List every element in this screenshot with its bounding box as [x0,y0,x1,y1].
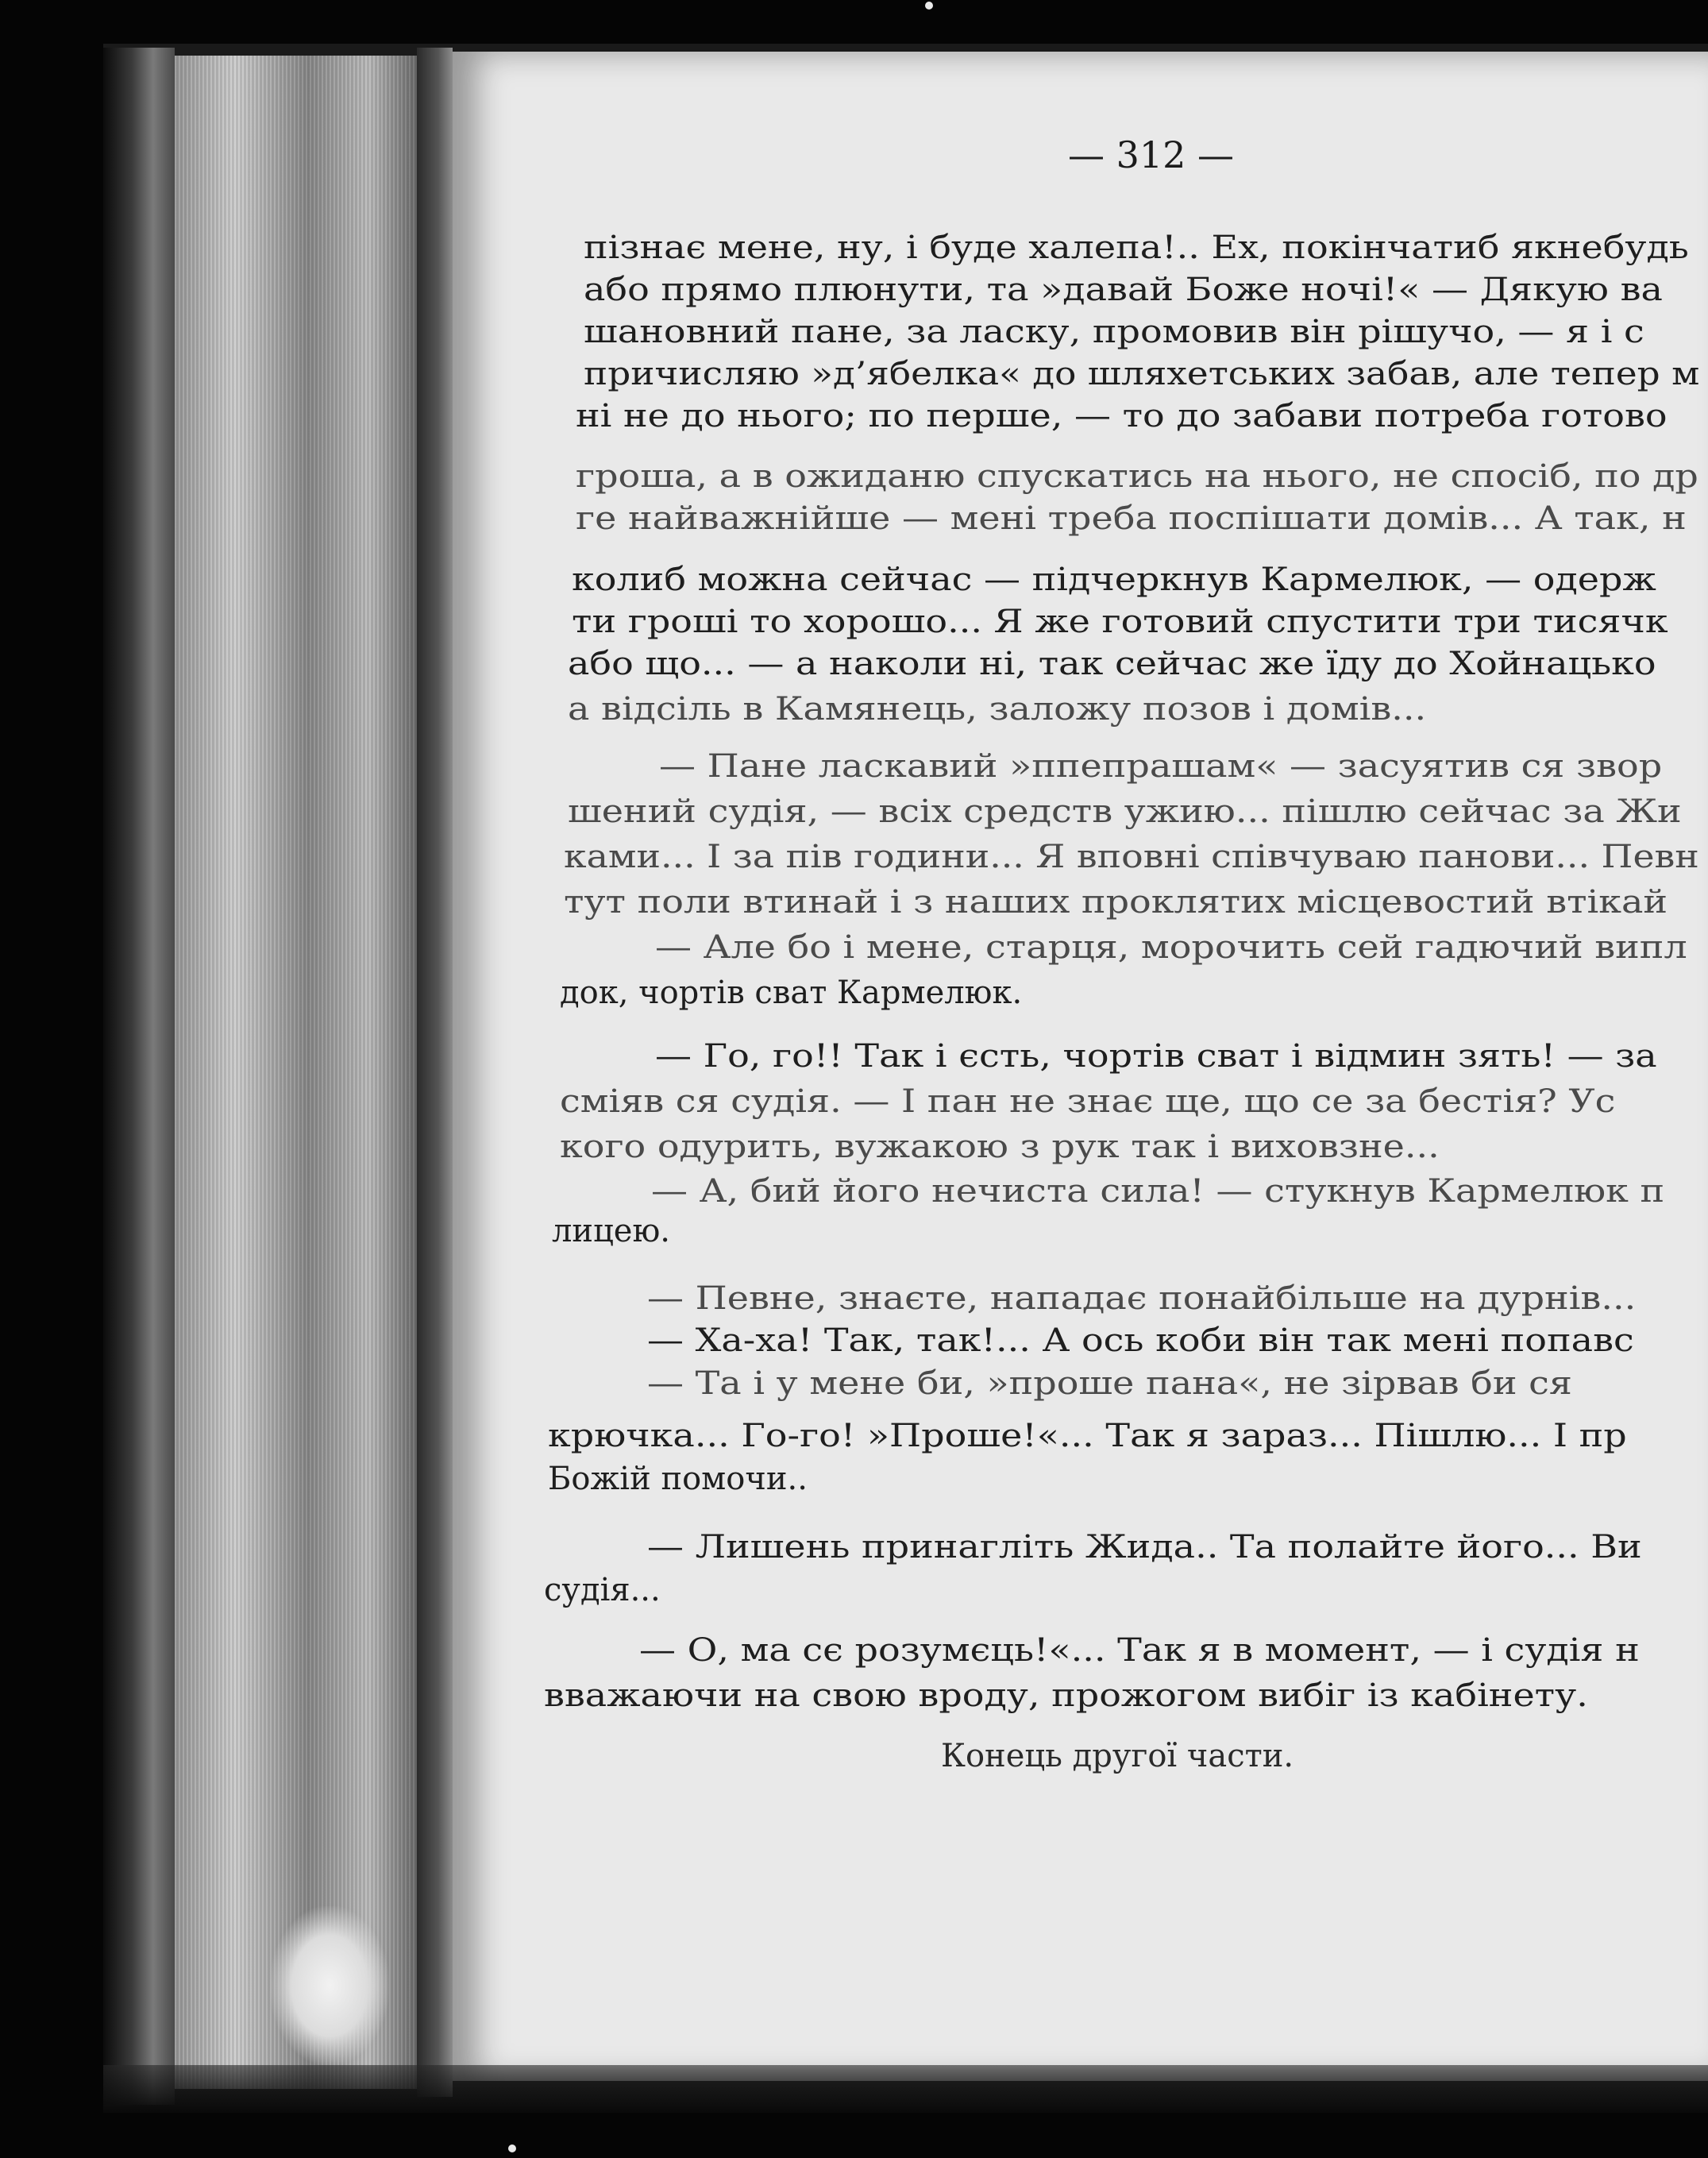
text-line: Божій помочи.. [548,1461,808,1497]
text-line: — Та і у мене би, »проше пана«, не зірвав би ся [647,1365,1572,1402]
text-line: лицею. [552,1213,671,1249]
text-line: ками... І за пів години... Я вповні співчуваю панови... Певн [564,839,1699,875]
text-line: ти гроші то хорошо... Я же готовий спустити три тисячк [572,604,1668,640]
text-line: — Певне, знаєте, нападає понайбільше на дурнів... [647,1280,1637,1317]
text-line: сміяв ся судія. — І пан не знає ще, що се за бестія? Ус [560,1083,1616,1120]
text-line: причисляю »д’ябелка« до шляхетських забав, але тепер м [584,356,1700,392]
text-line: — Лишень принагліть Жида.. Та полайте його... Ви [647,1529,1642,1565]
text-line: колиб можна сейчас — підчеркнув Кармелюк, — одерж [572,562,1656,598]
text-line: а відсіль в Камянець, заложу позов і домів... [568,691,1427,728]
text-line: кого одурить, вужакою з рук так і виховзне... [560,1129,1440,1165]
text-line: — Але бо і мене, старця, морочить сей гадючий випл [655,929,1687,966]
text-line: — Го, го!! Так і єсть, чортів сват і відмин зять! — за [655,1038,1657,1075]
text-line: — Пане ласкавий »ппепрашам« — засуятив ся звор [659,748,1663,785]
text-line: шановний пане, за ласку, промовив він рішучо, — я і с [584,314,1644,350]
text-line: — О, ма сє розумєць!«... Так я в момент, — і судія н [639,1632,1640,1669]
text-line: ні не до нього; по перше, — то до забави потреба готово [576,398,1668,434]
text-line: пізнає мене, ну, і буде халепа!.. Ех, покінчатиб якнебудь [584,230,1689,266]
text-line: судія... [544,1572,661,1608]
text-line: гроша, а в ожиданю спускатись на нього, не спосіб, по др [576,458,1698,495]
text-line: ге найважнійше — мені треба поспішати домів... А так, н [576,500,1687,537]
page-number: — 312 — [1068,133,1235,176]
text-line: — А, бий його нечиста сила! — стукнув Кармелюк п [651,1173,1665,1210]
text-line: тут поли втинай і з наших проклятих місцевостий втікай [564,884,1668,921]
chapter-end-note: Конець другої части. [941,1738,1294,1774]
text-line: або що... — а наколи ні, так сейчас же їду до Хойнацько [568,646,1656,682]
text-line: або прямо плюнути, та »давай Боже ночі!« — Дякую ва [584,272,1663,308]
text-line: крючка... Го-го! »Проше!«... Так я зараз... Пішлю... І пр [548,1418,1627,1454]
text-line: — Ха-ха! Так, так!... А ось коби він так мені попавс [647,1322,1634,1359]
text-line: шений судія, — всіх средств ужию... пішлю сейчас за Жи [568,793,1682,830]
text-line: вважаючи на свою вроду, прожогом вибіг із кабінету. [544,1677,1588,1714]
text-line: док, чортів сват Кармелюк. [560,975,1023,1011]
